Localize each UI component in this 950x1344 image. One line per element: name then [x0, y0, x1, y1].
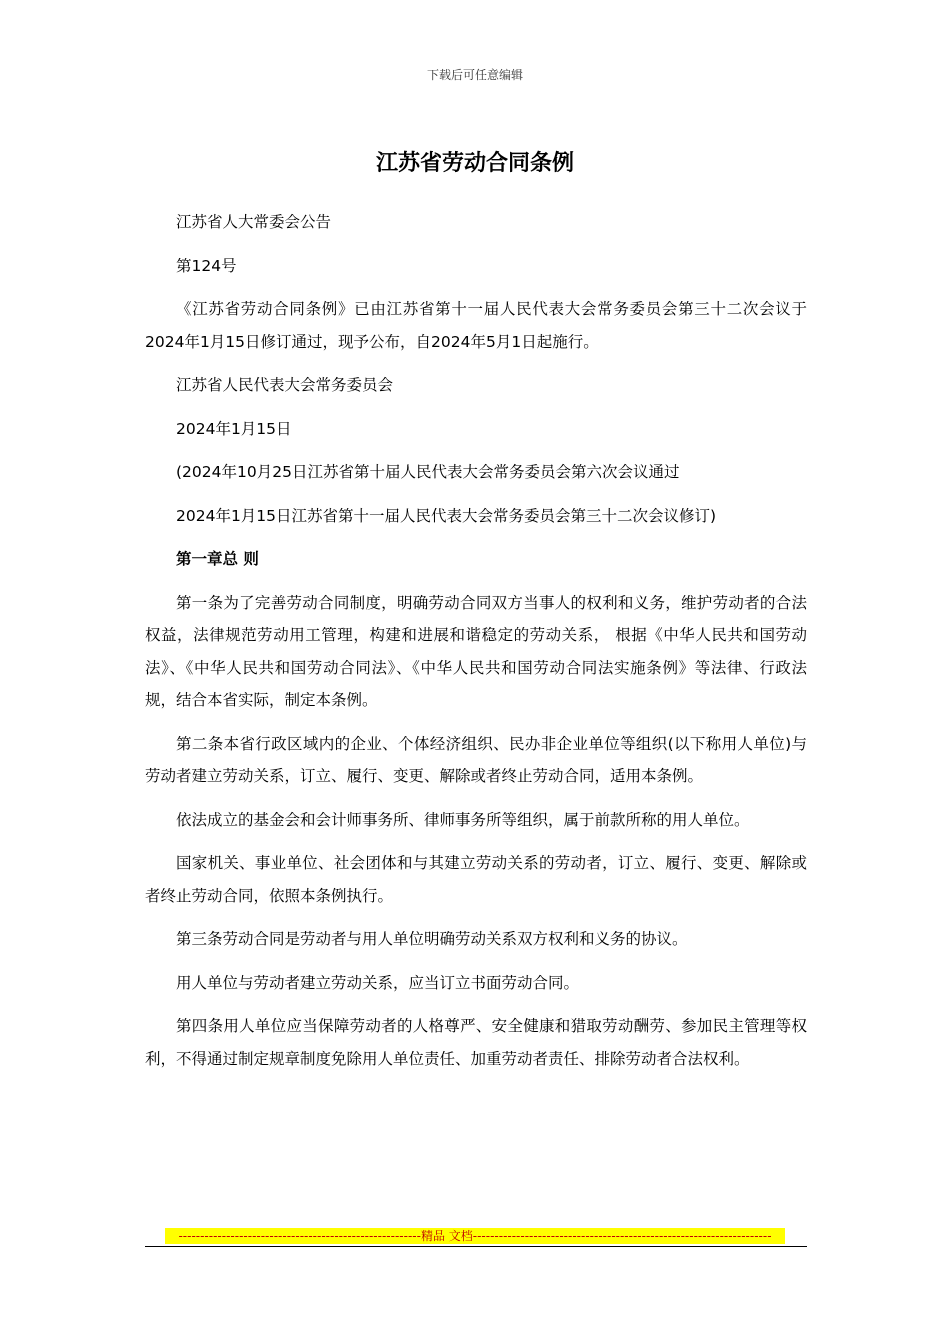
history-note-1: (2024年10月25日江苏省第十届人民代表大会常务委员会第六次会议通过: [176, 463, 680, 481]
footer-watermark-line: --------------------------------------------------------精品 文档---------------------------------------------------------------------: [165, 1228, 785, 1244]
announcement-number: 第124号: [176, 256, 237, 275]
article-2: 第二条本省行政区域内的企业、个体经济组织、民办非企业单位等组织(以下称用人单位)与劳动者建立劳动关系，订立、履行、变更、解除或者终止劳动合同，适用本条例。: [145, 734, 807, 785]
document-title: 江苏省劳动合同条例: [375, 151, 574, 176]
chapter-heading: 第一章总 则: [176, 550, 259, 568]
issuing-body: 江苏省人民代表大会常务委员会: [176, 376, 394, 394]
document-body: [145, 206, 807, 1086]
article-4: 第四条用人单位应当保障劳动者的人格尊严、安全健康和猎取劳动酬劳、参加民主管理等权利，不得通过制定规章制度免除用人单位责任、加重劳动者责任、排除劳动者合法权利。: [145, 1017, 807, 1068]
article-1: 第一条为了完善劳动合同制度，明确劳动合同双方当事人的权利和义务，维护劳动者的合法权益，法律规范劳动用工管理，构建和进展和谐稳定的劳动关系， 根据《中华人民共和国劳动法》、《中华人民共和国劳动合同法》、《中华人民共和国劳动合同法实施条例》等法律、行政法规，结合本省实际，制定本条例。: [145, 593, 807, 709]
announcement-text: 《江苏省劳动合同条例》已由江苏省第十一届人民代表大会常务委员会第三十二次会议于2024年1月15日修订通过，现予公布，自2024年5月1日起施行。: [145, 300, 807, 351]
article-3: 第三条劳动合同是劳动者与用人单位明确劳动关系双方权利和义务的协议。: [176, 930, 688, 948]
article-2-para-2: 依法成立的基金会和会计师事务所、律师事务所等组织，属于前款所称的用人单位。: [176, 810, 750, 829]
history-note-2: 2024年1月15日江苏省第十一届人民代表大会常务委员会第三十二次会议修订): [176, 506, 717, 525]
issue-date: 2024年1月15日: [176, 419, 292, 438]
article-3-para-2: 用人单位与劳动者建立劳动关系，应当订立书面劳动合同。: [176, 973, 580, 992]
article-2-para-3: 国家机关、事业单位、社会团体和与其建立劳动关系的劳动者，订立、履行、变更、解除或者终止劳动合同，依照本条例执行。: [145, 854, 807, 905]
footer-divider: [145, 1246, 807, 1247]
page-header-note: 下载后可任意编辑: [426, 68, 523, 82]
announcement-issuer: 江苏省人大常委会公告: [176, 213, 332, 231]
